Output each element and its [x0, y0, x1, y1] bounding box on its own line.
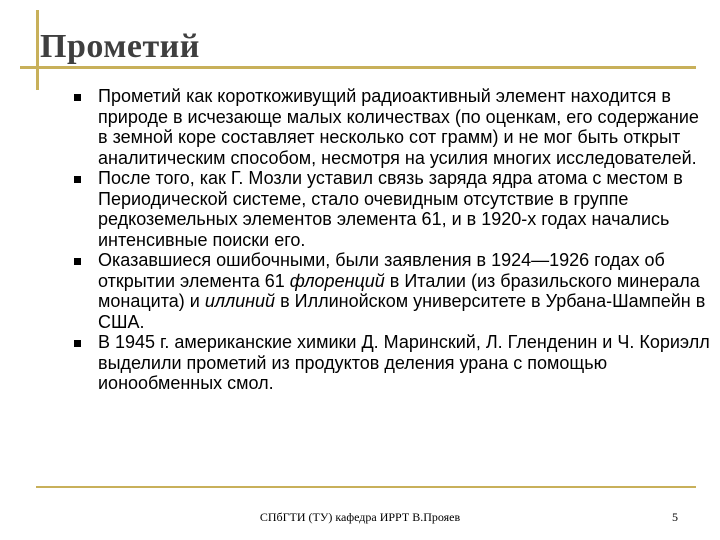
bullet-text-run: В 1945 г. американские химики Д. Маринский, Л. Гленденин и Ч. Кориэлл выделили прометий из продуктов деления урана с помощью ионообменных смол.	[98, 332, 710, 393]
bullet-text	[98, 332, 710, 393]
bullet-text-run: флоренций	[289, 270, 385, 291]
bullet-text	[98, 86, 699, 168]
bullet-text-run: в Италии (из бразильского минерала монацита) и	[98, 270, 700, 311]
bullet-item	[72, 250, 712, 332]
bullet-list	[72, 86, 712, 394]
bullet-text-run: иллиний	[204, 291, 276, 311]
square-bullet-icon	[74, 258, 81, 265]
bullet-text	[98, 168, 683, 250]
title-underline	[20, 66, 696, 69]
square-bullet-icon	[74, 340, 81, 347]
decorative-vertical-line	[36, 10, 39, 90]
footer-text: СПбГТИ (ТУ) кафедра ИРРТ В.Прояев	[259, 510, 461, 524]
bullet-text	[98, 250, 705, 332]
bullet-text-run: После того, как Г. Мозли уставил связь заряда ядра атома с местом в Периодической системе, стало очевидным отсутствие в группе редкоземельных элементов элемента 61, и в 1920-х годах начались интенсивные поиски его.	[98, 168, 683, 250]
bullet-text-run: Прометий как короткоживущий радиоактивный элемент находится в природе в исчезающе малых количествах (по оценкам, его содержание в земной коре составляет несколько сот грамм) и не мог быть открыт аналитическим способом, несмотря на усилия многих исследователей.	[98, 86, 699, 168]
slide-title: Прометий	[40, 28, 200, 65]
square-bullet-icon	[74, 94, 81, 101]
bullet-item	[72, 332, 712, 394]
bullet-text-run: в Иллинойском университете в Урбана-Шампейн в США.	[98, 291, 706, 332]
page-number: 5	[672, 510, 678, 524]
bullet-text-run: Оказавшиеся ошибочными, были заявления в 1924—1926 годах об открытии элемента 61	[98, 250, 665, 291]
footer-divider	[36, 486, 696, 488]
bullet-item	[72, 168, 712, 250]
square-bullet-icon	[74, 176, 81, 183]
bullet-item	[72, 86, 712, 168]
